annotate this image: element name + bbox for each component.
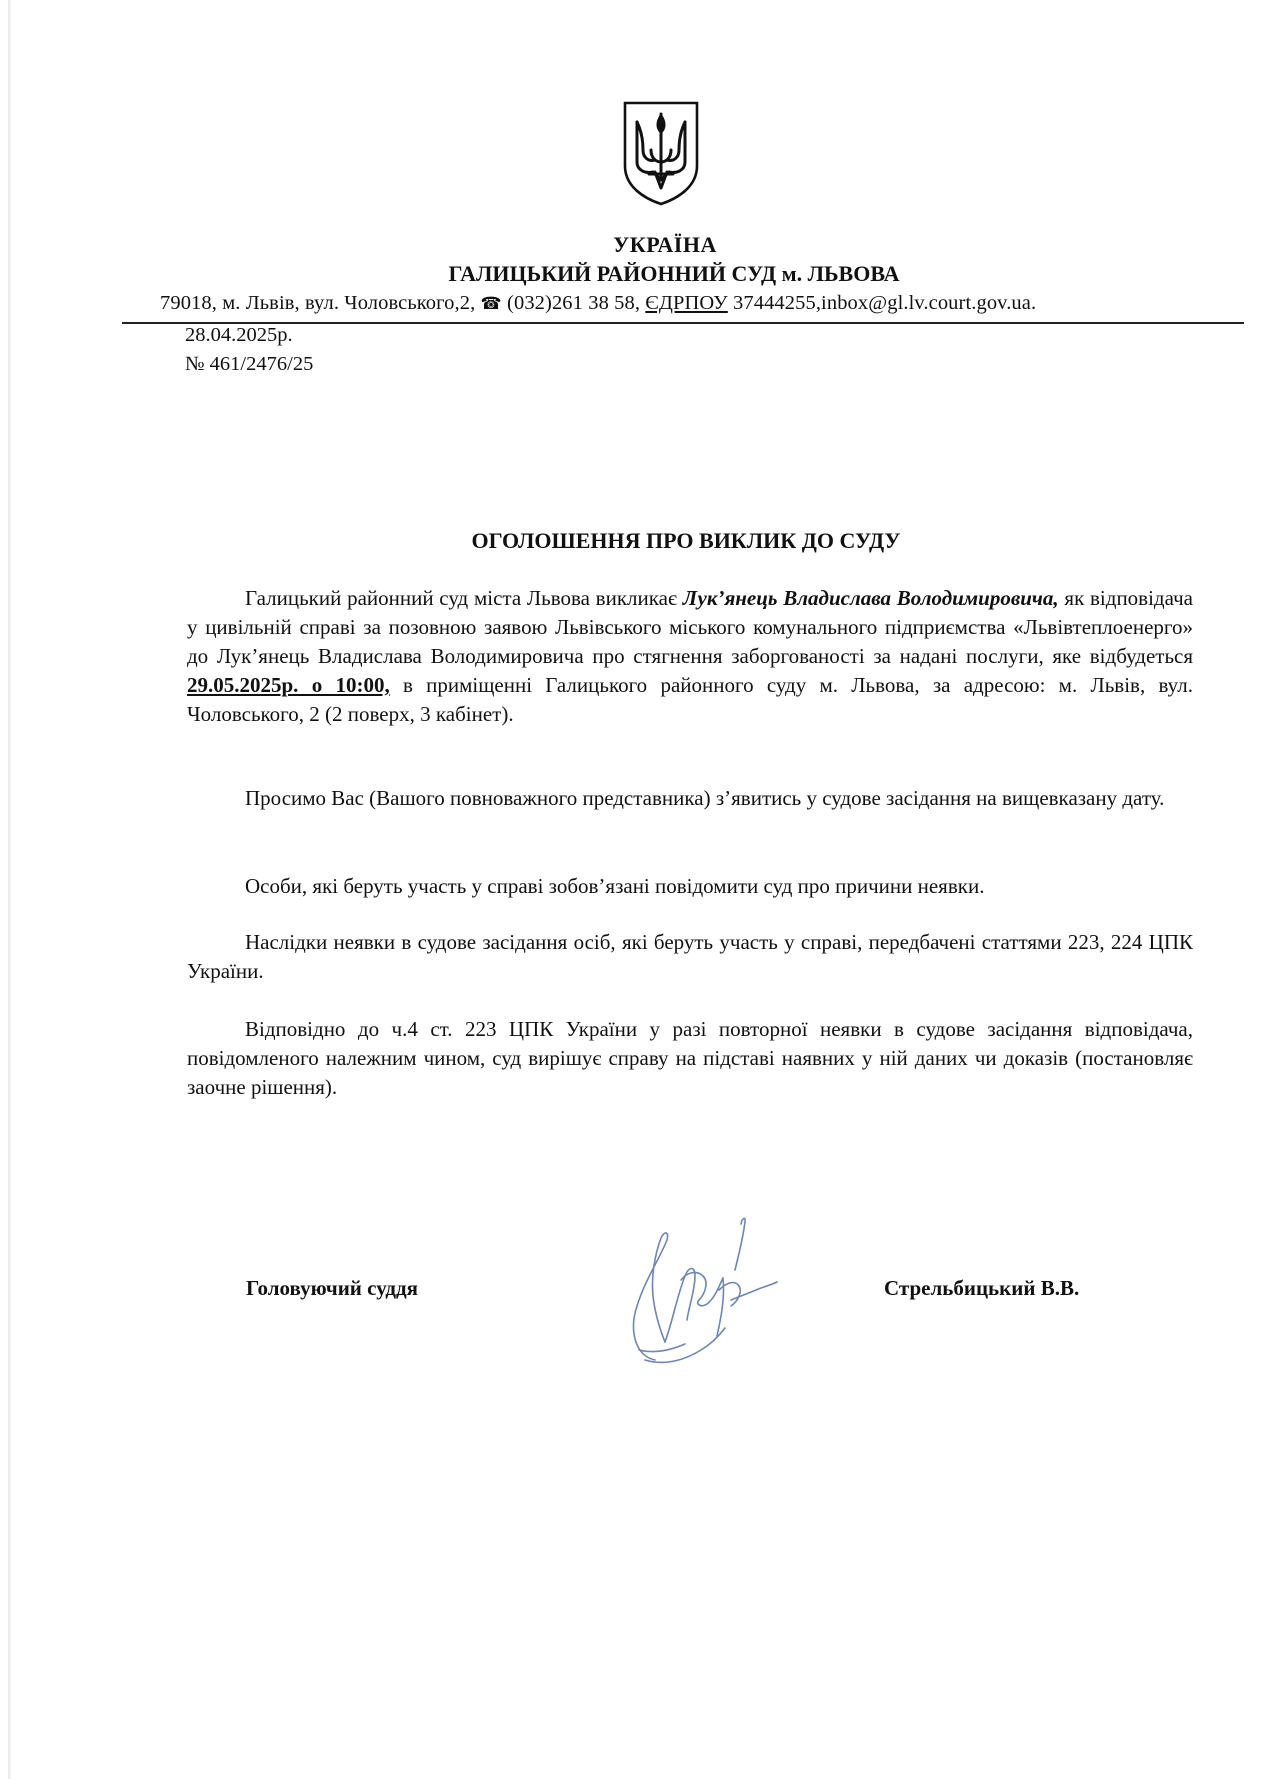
summons-text-3: в приміщенні Галицького районного суду м. Львова, за адресою: м. Львів, вул. Чоловського, 2 (2 поверх, 3 кабінет). [187,673,1193,726]
handwritten-signature [615,1210,785,1375]
signature-role: Головуючий суддя [246,1276,418,1300]
scan-edge [8,0,11,1779]
paragraph-notify: Особи, які беруть участь у справі зобов’язані повідомити суд про причини неявки. [245,874,985,898]
summons-text-1: Галицький районний суд міста Львова викликає [245,586,683,610]
paragraph-consequences: Наслідки неявки в судове засідання осіб, які беруть участь у справі, передбачені статтями 223, 224 ЦПК України. [187,930,1193,983]
document-date: 28.04.2025р. [185,324,293,346]
paragraph-summons [187,584,1193,729]
defendant-name: Лук’янець Владислава Володимировича, [682,586,1059,610]
document-number: № 461/2476/25 [185,353,314,375]
document-title: ОГОЛОШЕННЯ ПРО ВИКЛИК ДО СУДУ [471,528,901,553]
phone-number: (032)261 38 58, [501,292,646,314]
address-text: 79018, м. Львів, вул. Чоловського,2, [160,292,481,314]
edrpou-and-email: 37444255,inbox@gl.lv.court.gov.ua. [727,292,1037,314]
trident-emblem-icon [621,100,701,206]
header-court-name: ГАЛИЦЬКИЙ РАЙОННИЙ СУД м. ЛЬВОВА [448,261,900,286]
header-country: УКРАЇНА [613,232,717,257]
summons-text-2: як відповідача у цивільній справі за позовною заявою Львівського міського комунального підприємства «Львівтеплоенерго» до Лук’янець Владислава Володимировича про стягнення заборгованості за надані послуги, яке відбудеться [187,586,1193,668]
court-address-line [160,292,1036,315]
hearing-datetime: 29.05.2025р. о 10:00, [187,673,390,697]
edrpou-label: ЄДРПОУ [645,292,728,314]
paragraph-request: Просимо Вас (Вашого повноважного представника) з’явитись у судове засідання на вищевказану дату. [245,786,1165,810]
paragraph-default-judgment: Відповідно до ч.4 ст. 223 ЦПК України у разі повторної неявки в судове засідання відповідача, повідомленого належним чином, суд вирішує справу на підставі наявних у ній даних чи доказів (постановляє заочне рішення). [187,1017,1193,1099]
judge-name: Стрельбицький В.В. [884,1276,1080,1300]
phone-icon: ☎ [480,294,502,314]
